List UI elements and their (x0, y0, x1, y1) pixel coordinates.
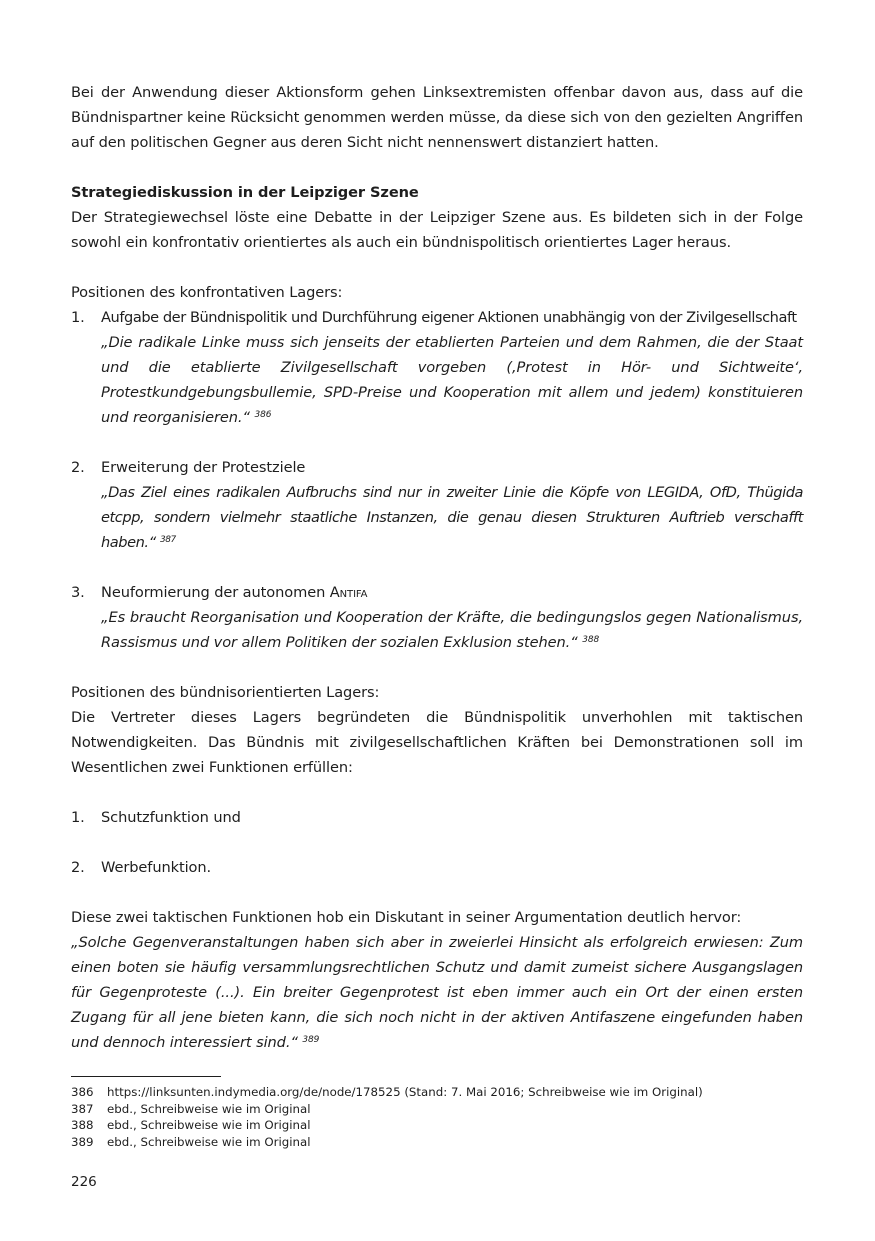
footnote (71, 1117, 803, 1134)
intro-paragraph: Bei der Anwendung dieser Aktionsform gehen Linksextremisten offenbar davon aus, dass auf die Bündnispartner keine Rücksicht genommen werden müsse, da diese sich von den gezielten Angriffen auf den politischen Gegner aus deren Sicht nicht nennenswert distanziert hatten. (71, 84, 803, 151)
footnote-text: ebd., Schreibweise wie im Original (107, 1101, 311, 1116)
closing-paragraph: Diese zwei taktischen Funktionen hob ein Diskutant in seiner Argumentation deutlich hervor: (71, 909, 742, 926)
alliance-item-2 (71, 855, 803, 880)
item-number: 1. (71, 809, 85, 826)
footnote-number: 388 (71, 1118, 94, 1133)
footnote (71, 1134, 803, 1151)
item-text: Werbefunktion. (101, 859, 212, 876)
section-paragraph: Der Strategiewechsel löste eine Debatte in der Leipziger Szene aus. Es bildeten sich in der Folge sowohl ein konfrontativ orientiertes als auch ein bündnispolitisch orientiertes Lager heraus. (71, 209, 803, 251)
item-number: 2. (71, 859, 85, 876)
footnote (71, 1084, 803, 1101)
footnote-divider (71, 1076, 221, 1077)
item-title: Aufgabe der Bündnispolitik und Durchführung eigener Aktionen unabhängig von der Zivilgesellschaft (101, 309, 797, 326)
footnote-text: ebd., Schreibweise wie im Original (107, 1118, 311, 1133)
item-text: Schutzfunktion und (101, 809, 241, 826)
footnote-ref: 389 (302, 1035, 320, 1045)
item-number: 2. (71, 459, 85, 476)
footnote-ref: 386 (254, 410, 272, 420)
footnote-number: 387 (71, 1101, 94, 1116)
confrontational-item-2 (71, 455, 803, 555)
item-title: Erweiterung der Protestziele (101, 459, 306, 476)
confrontational-label: Positionen des konfrontativen Lagers: (71, 284, 343, 301)
footnote-ref: 387 (159, 535, 176, 545)
confrontational-item-3 (71, 580, 803, 655)
item-title: Neuformierung der autonomen Antifa (101, 584, 368, 601)
closing-quote: „Solche Gegenveranstaltungen haben sich aber in zweierlei Hinsicht als erfolgreich erwiesen: Zum einen boten sie häufig versammlungsrechtlichen Schutz und damit zumeist sichere Ausgangslagen für Gegenproteste (...). Ein breiter Gegenprotest ist eben immer auch ein Ort der einen ersten Zugang für all jene bieten kann, die sich noch nicht in der aktiven Antifaszene eingefunden haben und dennoch interessiert sind.“ $^{389}$ (71, 934, 803, 1051)
footnotes (71, 1084, 803, 1151)
antifa-smallcaps: Antifa (329, 584, 368, 601)
footnote-number: 386 (71, 1085, 94, 1099)
footnote-text: ebd., Schreibweise wie im Original (107, 1135, 311, 1150)
alliance-paragraph: Die Vertreter dieses Lagers begründeten die Bündnispolitik unverhohlen mit taktischen Notwendigkeiten. Das Bündnis mit zivilgesellschaftlichen Kräften bei Demonstrationen soll im Wesentlichen zwei Funktionen erfüllen: (71, 709, 803, 776)
alliance-item-1 (71, 805, 803, 830)
item-number: 1. (71, 309, 85, 326)
item-number: 3. (71, 584, 85, 601)
footnote (71, 1101, 803, 1118)
footnote-number: 389 (71, 1135, 94, 1150)
page-body (71, 80, 803, 1055)
page-number: 226 (71, 1174, 97, 1190)
footnote-ref: 388 (582, 635, 600, 645)
item-quote: „Das Ziel eines radikalen Aufbruchs sind nur in zweiter Linie die Köpfe von LEGIDA, OfD, Thügida etcpp, sondern vielmehr staatliche Instanzen, die genau diesen Strukturen Auftrieb verschafft haben.“ $^{387}$ (101, 484, 803, 551)
item-quote: „Es braucht Reorganisation und Kooperation der Kräfte, die bedingungslos gegen Nationalismus, Rassismus und vor allem Politiken der sozialen Exklusion stehen.“ $^{388}$ (101, 609, 803, 651)
confrontational-item-1 (71, 305, 803, 430)
alliance-label: Positionen des bündnisorientierten Lagers: (71, 684, 380, 701)
item-quote: „Die radikale Linke muss sich jenseits der etablierten Parteien und dem Rahmen, die der Staat und die etablierte Zivilgesellschaft vorgeben (‚Protest in Hör- und Sichtweite‘, Protestkundgebungsbullemie, SPD-Preise und Kooperation mit allem und jedem) konstituieren und reorganisieren.“ $^{386}$ (101, 334, 803, 426)
footnote-text: https://linksunten.indymedia.org/de/node/178525 (Stand: 7. Mai 2016; Schreibweise wie im Original) (107, 1085, 703, 1099)
section-heading: Strategiediskussion in der Leipziger Szene (71, 184, 419, 201)
